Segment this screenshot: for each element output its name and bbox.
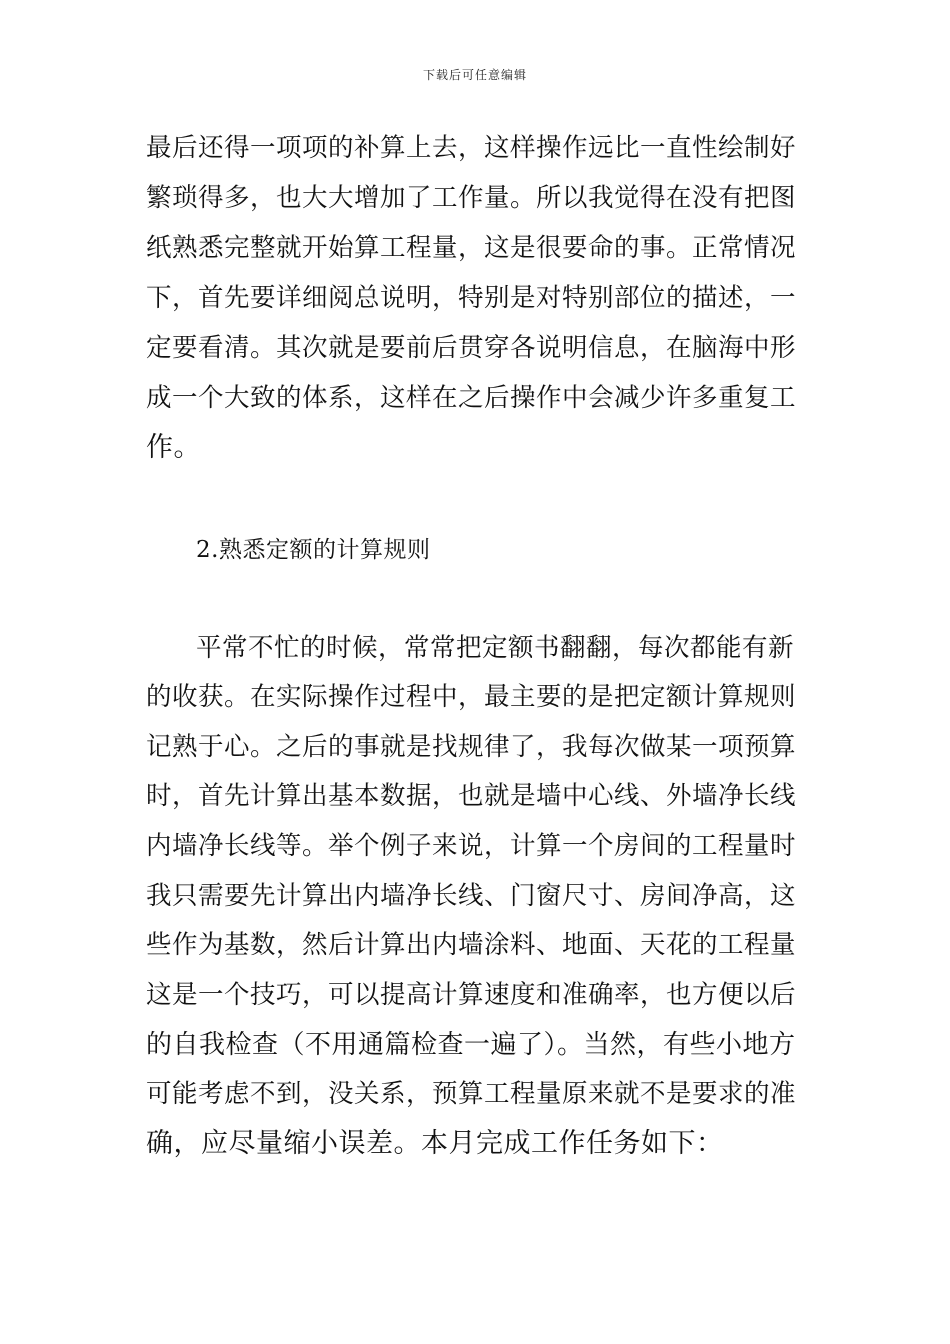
paragraph-line: 定要看清。其次就是要前后贯穿各说明信息，在脑海中形 [146, 333, 797, 363]
paragraph-line: 记熟于心。之后的事就是找规律了，我每次做某一项预算 [146, 732, 797, 762]
paragraph-line: 成一个大致的体系，这样在之后操作中会减少许多重复工 [146, 383, 797, 413]
paragraph-line: 这是一个技巧，可以提高计算速度和准确率，也方便以后 [146, 980, 797, 1010]
paragraph-line: 作。 [146, 432, 201, 463]
page-header: 下载后可任意编辑 [422, 68, 527, 82]
section-heading: 2.熟悉定额的计算规则 [196, 537, 431, 563]
paragraph-line: 时，首先计算出基本数据，也就是墙中心线、外墙净长线 [146, 781, 797, 811]
paragraph-line: 最后还得一项项的补算上去，这样操作远比一直性绘制好 [146, 133, 797, 163]
paragraph-line: 可能考虑不到，没关系，预算工程量原来就不是要求的准 [146, 1079, 797, 1109]
paragraph-line: 确，应尽量缩小误差。本月完成工作任务如下： [146, 1128, 724, 1159]
paragraph-line: 的自我检查（不用通篇检查一遍了）。当然，有些小地方 [146, 1030, 796, 1060]
paragraph-line: 内墙净长线等。举个例子来说，计算一个房间的工程量时 [146, 831, 797, 861]
paragraph-line: 繁琐得多，也大大增加了工作量。所以我觉得在没有把图 [146, 183, 797, 213]
paragraph-line: 些作为基数，然后计算出内墙涂料、地面、天花的工程量 [146, 930, 797, 960]
paragraph-line: 纸熟悉完整就开始算工程量，这是很要命的事。正常情况 [146, 233, 797, 263]
paragraph-line: 下，首先要详细阅总说明，特别是对特别部位的描述，一 [146, 283, 797, 313]
paragraph-line: 的收获。在实际操作过程中，最主要的是把定额计算规则 [146, 682, 797, 712]
paragraph-line: 平常不忙的时候，常常把定额书翻翻，每次都能有新 [196, 633, 795, 663]
paragraph-line: 我只需要先计算出内墙净长线、门窗尺寸、房间净高，这 [146, 881, 797, 911]
